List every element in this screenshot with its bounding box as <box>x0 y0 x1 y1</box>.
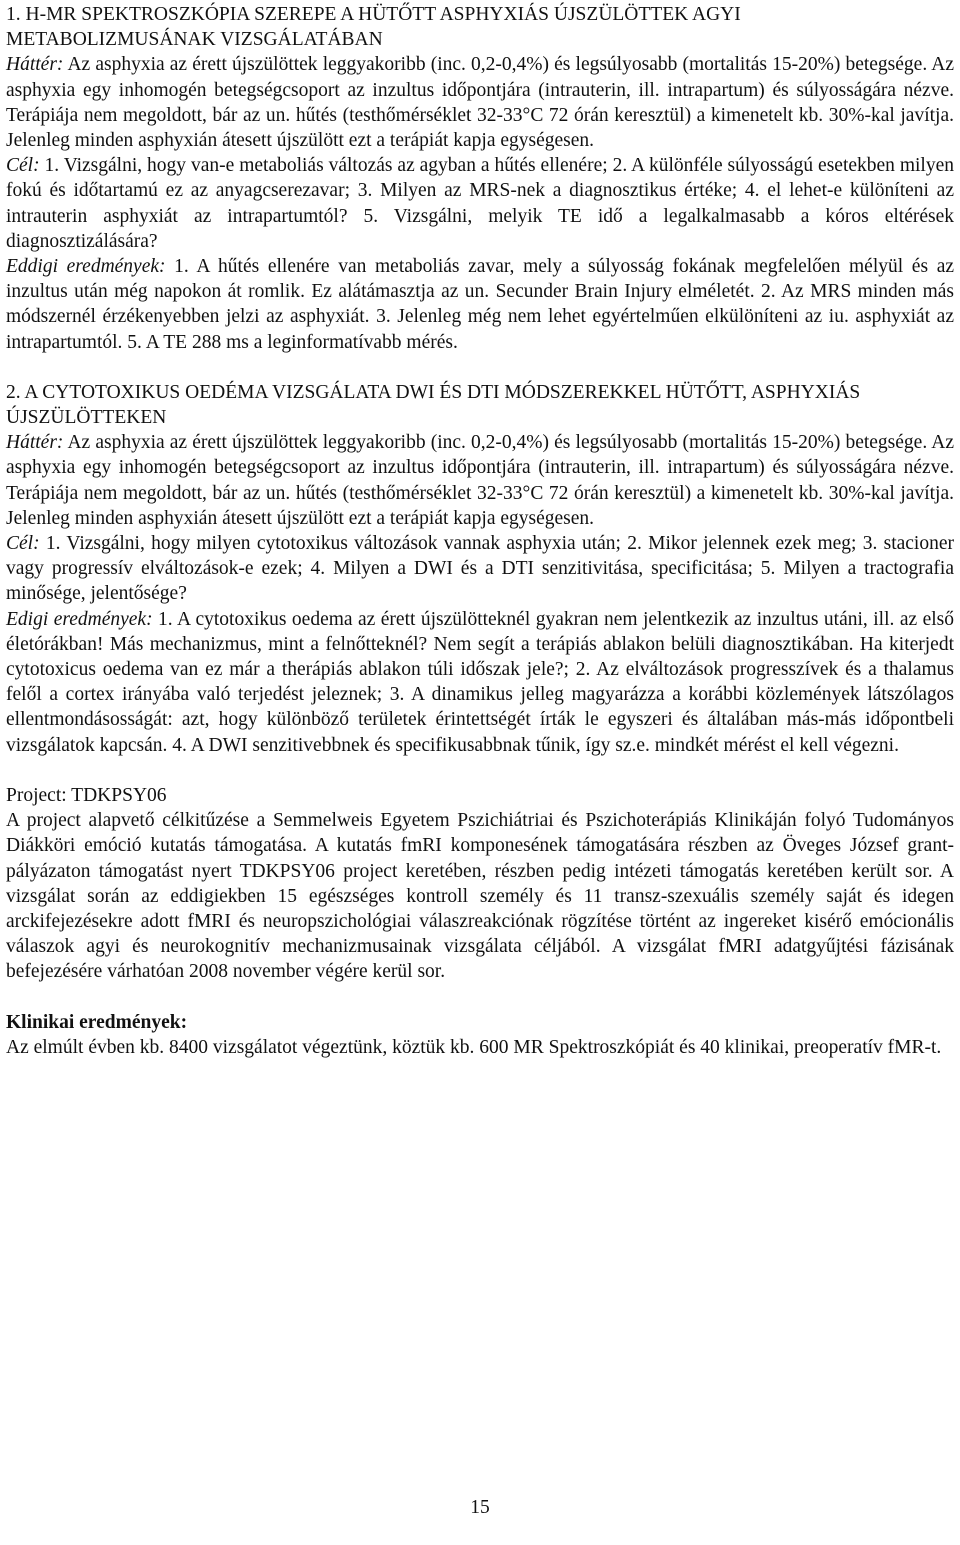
section1-background-label: Háttér: <box>6 54 64 76</box>
section1-background <box>6 52 954 153</box>
clinical-heading: Klinikai eredmények: <box>6 1011 188 1033</box>
section1-title: 1. H-MR SPEKTROSZKÓPIA SZEREPE A HÜTŐTT ASPHYXIÁS ÚJSZÜLÖTTEK AGYI METABOLIZMUSÁNAK VIZSGÁLATÁBAN <box>6 4 741 51</box>
section1-results-label: Eddigi eredmények: <box>6 256 166 278</box>
section2-goal <box>6 531 954 607</box>
section2-title: 2. A CYTOTOXIKUS OEDÉMA VIZSGÁLATA DWI ÉS DTI MÓDSZEREKKEL HÜTŐTT, ASPHYXIÁS ÚJSZÜLÖTTEKEN <box>6 381 861 429</box>
section1-results-text: 1. A hűtés ellenére van metaboliás zavar, mely a súlyosság fokának megfelelően mélyül és az inzultus után még napokon át romlik. Ez alátámasztja az un. Secunder Brain Injury elméletét. 2. Az MRS minden más módszernél érzékenyebben jelzi az asphyxiát. 3. Jelenleg még nem lehet egyértelműen elkülöníteni az iu. asphyxiát az intrapartumtól. 5. A TE 288 ms a leginformatívabb mérés. <box>6 256 955 353</box>
clinical-text: Az elmúlt évben kb. 8400 vizsgálatot végeztünk, köztük kb. 600 MR Spektroszkópiát és 40 klinikai, preoperatív fMR-t. <box>6 1036 942 1058</box>
section2-results-text: 1. A cytotoxikus oedema az érett újszülötteknél gyakran nem jelentkezik az inzultus utáni, ill. az első életórákban! Más mechanizmus, mint a felnőtteknél? Nem segít a terápiás ablakon belüli diagnosztikában. Ha kiterjedt cytotoxicus oedema van ez már a therápiás ablakon túli időszak jele?; 2. Az elváltozások progresszívek és a thalamus felől a cortex irányába való terjedést jeleznek; 3. A dinamikus jelleg magyarázza a korábbi közlemények látszólagos ellentmondásosságát: azt, hogy különböző területek érintettségét írták le egyszeri és általában más-más időpontbeli vizsgálatok kapcsán. 4. A DWI senzitivebbnek és specifikusabbnak tűnik, így sz.e. mindkét mérést el kell végezni. <box>6 608 955 756</box>
section2-background-label: Háttér: <box>6 432 64 454</box>
section2-results <box>6 607 954 758</box>
spacer <box>6 985 954 1010</box>
document-page <box>6 2 954 1060</box>
project-text: A project alapvető célkitűzése a Semmelweis Egyetem Pszichiátriai és Pszichoterápiás Klinikáján folyó Tudományos Diákköri emóció kutatás támogatása. A kutatás fmRI komponesének támogatására részben az Öveges József grant-pályázaton támogatást nyert TDKPSY06 project keretében, részben pedig intézeti támogatás keretében került sor. A vizsgálat során az eddigiekben 15 egészséges kontroll személy és 11 transz-szexuális személy saját és idegen arckifejezésekre adott fMRI és neuropszichológiai válaszreakciónak rögzítése történt az ingereket kisérő emócionális válaszok agyi és neurokognitív mechanizmusainak vizsgálata céljából. A vizsgálat fMRI adatgyűjtési fázisának befejezésére várhatóan 2008 november végére kerül sor. <box>6 810 954 983</box>
section1-background-text: Az asphyxia az érett újszülöttek leggyakoribb (inc. 0,2-0,4%) és legsúlyosabb (mortalitás 15-20%) betegsége. Az asphyxia egy inhomogén betegségcsoport az inzultus időpontjára (intrauterin, ill. intrapartum) és súlyosságára nézve. Terápiája nem megoldott, bár az un. hűtés (testhőmérséklet 32-33°C 72 órán keresztül) a kimenetelt kb. 30%-kal javítja. Jelenleg minden asphyxián átesett újszülött ezt a terápiát kapja egységesen. <box>6 54 954 152</box>
section1-goal <box>6 153 954 254</box>
page-number: 15 <box>470 1497 490 1518</box>
section1-goal-text: 1. Vizsgálni, hogy van-e metaboliás változás az agyban a hűtés ellenére; 2. A különféle súlyosságú esetekben milyen fokú és időtartamú ez az anyagcserezavar; 3. Milyen az MRS-nek a diagnosztikus értéke; 4. el lehet-e különíteni az intrauterin asphyxiát az intrapartumtól? 5. Vizsgálni, melyik TE idő a legalkalmasabb a kóros eltérések diagnosztizálására? <box>6 155 954 252</box>
section2-background <box>6 430 954 531</box>
section2-goal-label: Cél: <box>6 533 40 555</box>
section1-goal-label: Cél: <box>6 155 40 177</box>
spacer <box>6 758 954 783</box>
spacer <box>6 355 954 380</box>
section2-background-text: Az asphyxia az érett újszülöttek leggyakoribb (inc. 0,2-0,4%) és legsúlyosabb (mortalitás 15-20%) betegsége. Az asphyxia egy inhomogén betegségcsoport az inzultus időpontjára (intrauterin, ill. intrapartum) és súlyosságára nézve. Terápiája nem megoldott, bár az un. hűtés (testhőmérséklet 32-33°C 72 órán keresztül) a kimenetelt kb. 30%-kal javítja. Jelenleg minden asphyxián átesett újszülött ezt a terápiát kapja egységesen. <box>6 432 954 529</box>
project-heading: Project: TDKPSY06 <box>6 784 167 806</box>
section2-results-label: Edigi eredmények: <box>6 608 153 630</box>
section2-goal-text: 1. Vizsgálni, hogy milyen cytotoxikus változások vannak asphyxia után; 2. Mikor jelennek ezek meg; 3. stacioner vagy progressív elváltozások-e ezek; 4. Milyen a DWI és a DTI senzitivitása, specificitása; 5. Milyen a tractografia minősége, jelentősége? <box>6 533 954 605</box>
section1-results <box>6 254 954 355</box>
